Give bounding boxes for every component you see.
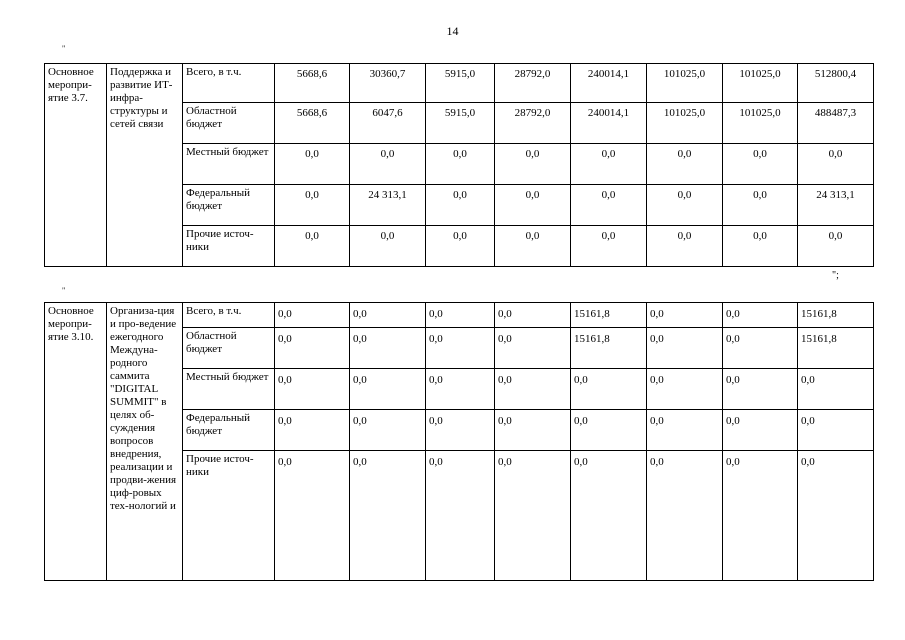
value-cell: 0,0 xyxy=(798,144,874,185)
value-cell: 0,0 xyxy=(495,410,571,451)
funding-source-cell: Местный бюджет xyxy=(183,369,275,410)
value-cell: 0,0 xyxy=(275,451,350,581)
funding-source-cell: Областной бюджет xyxy=(183,103,275,144)
value-cell: 0,0 xyxy=(571,226,647,267)
value-cell: 0,0 xyxy=(495,185,571,226)
value-cell: 0,0 xyxy=(723,144,798,185)
value-cell: 0,0 xyxy=(495,328,571,369)
opening-quote-1: " xyxy=(62,44,66,53)
value-cell: 0,0 xyxy=(426,451,495,581)
value-cell: 0,0 xyxy=(275,144,350,185)
value-cell: 0,0 xyxy=(275,410,350,451)
event-number-cell: Основное меропри-ятие 3.10. xyxy=(45,303,107,581)
table-event-3-10 xyxy=(44,302,874,581)
funding-source-cell: Федеральный бюджет xyxy=(183,410,275,451)
value-cell: 101025,0 xyxy=(723,64,798,103)
value-cell: 488487,3 xyxy=(798,103,874,144)
value-cell: 5668,6 xyxy=(275,64,350,103)
value-cell: 0,0 xyxy=(426,185,495,226)
value-cell: 0,0 xyxy=(350,451,426,581)
value-cell: 0,0 xyxy=(426,303,495,328)
funding-source-cell: Федеральный бюджет xyxy=(183,185,275,226)
value-cell: 101025,0 xyxy=(723,103,798,144)
closing-quote-1: "; xyxy=(832,270,839,281)
value-cell: 0,0 xyxy=(350,410,426,451)
value-cell: 0,0 xyxy=(647,410,723,451)
value-cell: 15161,8 xyxy=(798,303,874,328)
value-cell: 30360,7 xyxy=(350,64,426,103)
value-cell: 0,0 xyxy=(723,303,798,328)
value-cell: 0,0 xyxy=(647,328,723,369)
table-row xyxy=(45,303,874,328)
value-cell: 0,0 xyxy=(798,226,874,267)
value-cell: 28792,0 xyxy=(495,103,571,144)
value-cell: 0,0 xyxy=(723,451,798,581)
value-cell: 0,0 xyxy=(647,144,723,185)
value-cell: 0,0 xyxy=(723,328,798,369)
value-cell: 5915,0 xyxy=(426,103,495,144)
value-cell: 15161,8 xyxy=(571,328,647,369)
value-cell: 0,0 xyxy=(275,303,350,328)
value-cell: 0,0 xyxy=(275,185,350,226)
value-cell: 0,0 xyxy=(495,303,571,328)
value-cell: 0,0 xyxy=(571,410,647,451)
value-cell: 0,0 xyxy=(350,369,426,410)
value-cell: 0,0 xyxy=(495,451,571,581)
value-cell: 24 313,1 xyxy=(798,185,874,226)
value-cell: 0,0 xyxy=(350,144,426,185)
value-cell: 0,0 xyxy=(350,303,426,328)
value-cell: 0,0 xyxy=(350,226,426,267)
value-cell: 0,0 xyxy=(571,185,647,226)
table-row xyxy=(45,64,874,103)
value-cell: 24 313,1 xyxy=(350,185,426,226)
value-cell: 15161,8 xyxy=(798,328,874,369)
value-cell: 0,0 xyxy=(647,369,723,410)
value-cell: 28792,0 xyxy=(495,64,571,103)
value-cell: 5668,6 xyxy=(275,103,350,144)
event-number-cell: Основное меропри-ятие 3.7. xyxy=(45,64,107,267)
value-cell: 0,0 xyxy=(647,451,723,581)
value-cell: 0,0 xyxy=(426,144,495,185)
value-cell: 0,0 xyxy=(723,410,798,451)
funding-source-cell: Прочие источ-ники xyxy=(183,226,275,267)
funding-source-cell: Всего, в т.ч. xyxy=(183,64,275,103)
value-cell: 0,0 xyxy=(275,369,350,410)
event-name-cell: Поддержка и развитие ИТ-инфра-структуры и сетей связи xyxy=(107,64,183,267)
funding-source-cell: Областной бюджет xyxy=(183,328,275,369)
opening-quote-2: " xyxy=(62,286,66,295)
value-cell: 0,0 xyxy=(647,185,723,226)
page-number: 14 xyxy=(446,24,459,38)
value-cell: 0,0 xyxy=(571,144,647,185)
value-cell: 0,0 xyxy=(798,451,874,581)
value-cell: 0,0 xyxy=(798,410,874,451)
value-cell: 101025,0 xyxy=(647,103,723,144)
value-cell: 0,0 xyxy=(275,328,350,369)
value-cell: 240014,1 xyxy=(571,103,647,144)
value-cell: 0,0 xyxy=(350,328,426,369)
value-cell: 0,0 xyxy=(723,226,798,267)
value-cell: 6047,6 xyxy=(350,103,426,144)
value-cell: 0,0 xyxy=(275,226,350,267)
funding-source-cell: Местный бюджет xyxy=(183,144,275,185)
value-cell: 5915,0 xyxy=(426,64,495,103)
value-cell: 101025,0 xyxy=(647,64,723,103)
value-cell: 0,0 xyxy=(426,410,495,451)
value-cell: 0,0 xyxy=(647,226,723,267)
value-cell: 0,0 xyxy=(723,185,798,226)
value-cell: 0,0 xyxy=(647,303,723,328)
value-cell: 240014,1 xyxy=(571,64,647,103)
value-cell: 0,0 xyxy=(571,451,647,581)
value-cell: 0,0 xyxy=(426,369,495,410)
value-cell: 0,0 xyxy=(798,369,874,410)
funding-source-cell: Прочие источ-ники xyxy=(183,451,275,581)
value-cell: 15161,8 xyxy=(571,303,647,328)
value-cell: 0,0 xyxy=(426,328,495,369)
value-cell: 0,0 xyxy=(495,369,571,410)
value-cell: 0,0 xyxy=(495,226,571,267)
value-cell: 512800,4 xyxy=(798,64,874,103)
value-cell: 0,0 xyxy=(426,226,495,267)
funding-source-cell: Всего, в т.ч. xyxy=(183,303,275,328)
value-cell: 0,0 xyxy=(723,369,798,410)
event-name-cell: Организа-ция и про-ведение ежегодного Междуна-родного саммита "DIGITAL SUMMIT" в целях об-суждения вопросов внедрения, реализации и продви-жения циф-ровых тех-нологий и xyxy=(107,303,183,581)
value-cell: 0,0 xyxy=(495,144,571,185)
value-cell: 0,0 xyxy=(571,369,647,410)
table-event-3-7 xyxy=(44,63,874,267)
